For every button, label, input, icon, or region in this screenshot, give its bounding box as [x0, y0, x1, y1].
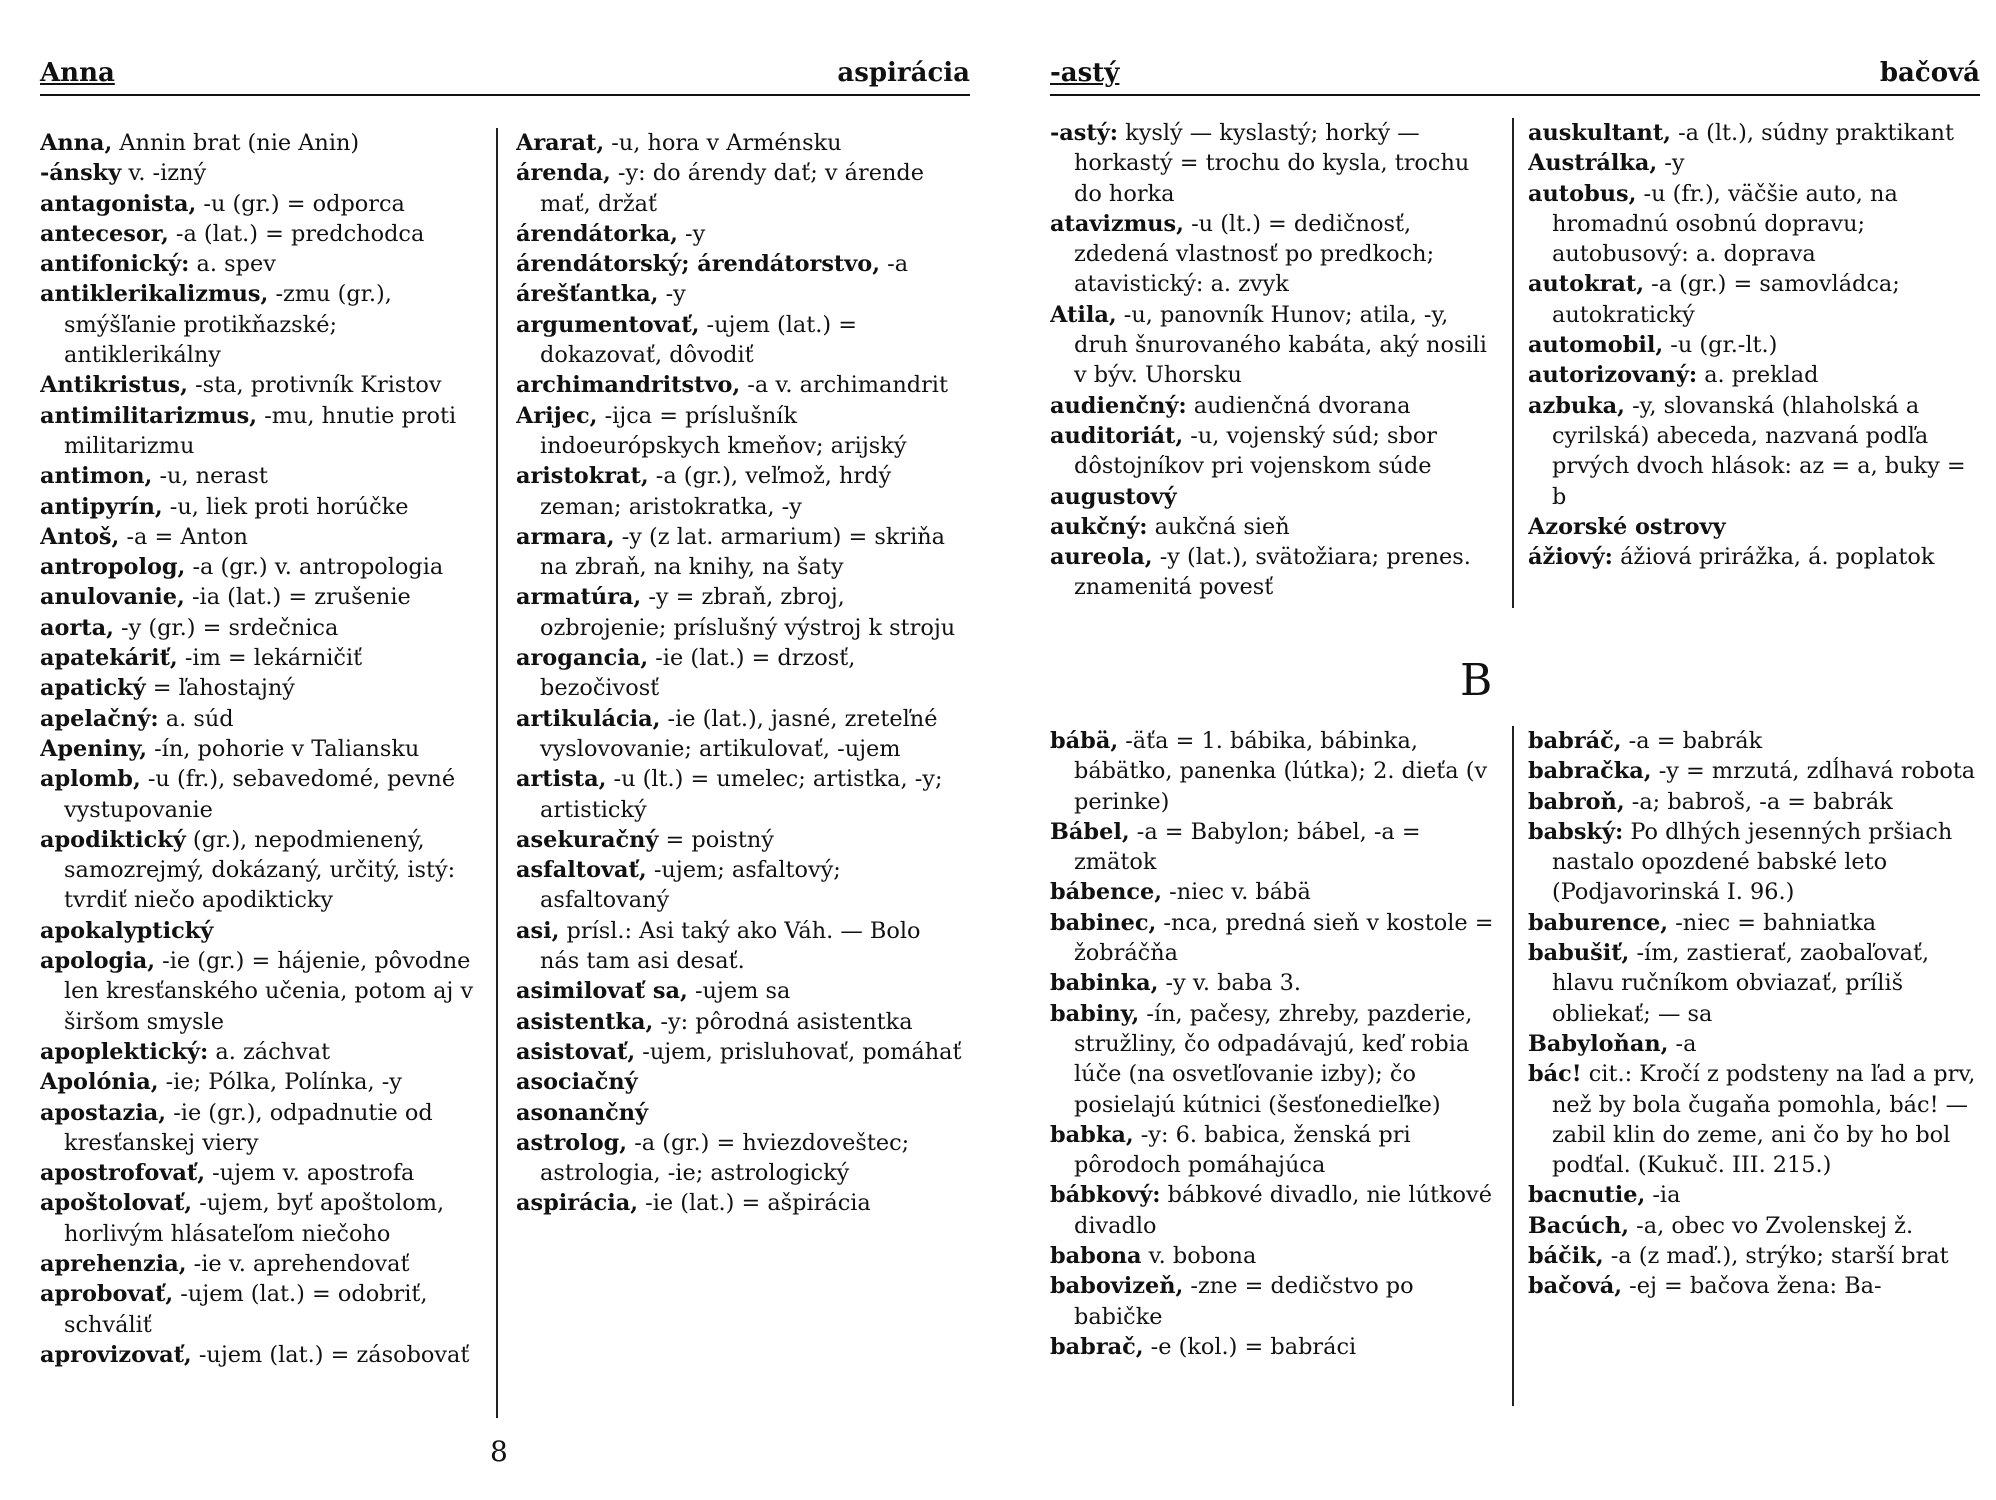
entry-headword: bác!	[1528, 1061, 1582, 1088]
entry-definition: -ie (lat.) = ašpirácia	[638, 1190, 871, 1217]
entry-definition: Po dlhých jesenných pršiach nastalo opozdené babské leto (Podjavorinská I. 96.)	[1552, 818, 1953, 906]
dictionary-entry	[40, 279, 478, 370]
entry-headword: autokrat,	[1528, 271, 1645, 298]
dictionary-entry	[1528, 908, 1980, 938]
dictionary-entry	[40, 249, 478, 279]
right-bottom-column-1	[1050, 726, 1496, 1416]
dictionary-entry	[40, 1188, 478, 1249]
entry-definition: kyslý — kyslastý; horký — horkastý = trochu do kysla, trochu do horka	[1074, 120, 1470, 207]
entry-headword: asekuračný	[516, 826, 659, 853]
entry-definition: -a v. archimandrit	[740, 372, 948, 399]
entry-definition: -a = Babylon; bábel, -a = zmätok	[1074, 818, 1421, 876]
dictionary-entry	[40, 1067, 478, 1097]
entry-headword: baburence,	[1528, 909, 1669, 936]
dictionary-entry	[1528, 787, 1980, 817]
entry-definition: -u, vojenský súd; sbor dôstojníkov pri vojenskom súde	[1074, 422, 1438, 480]
dictionary-entry	[1050, 1332, 1496, 1362]
dictionary-entry	[1528, 179, 1980, 270]
dictionary-entry	[1050, 512, 1496, 542]
entry-headword: Ararat,	[516, 130, 605, 156]
entry-headword: auskultant,	[1528, 120, 1671, 146]
entry-definition: aukčná sieň	[1147, 513, 1290, 540]
entry-headword: árendátorský; árendátorstvo,	[516, 251, 881, 278]
entry-definition: a. preklad	[1697, 362, 1819, 389]
entry-headword: aprobovať,	[40, 1281, 174, 1308]
entry-definition: -a (gr.) = samovládca; autokratický	[1552, 271, 1900, 328]
entry-definition: Annin brat (nie Anin)	[112, 130, 360, 156]
left-head-first-word: Anna	[40, 58, 115, 88]
dictionary-entry	[40, 673, 478, 703]
dictionary-entry	[516, 249, 966, 279]
entry-headword: Anna,	[40, 130, 113, 156]
dictionary-entry	[516, 461, 966, 522]
entry-headword: aprovizovať,	[40, 1341, 192, 1368]
entry-headword: aureola,	[1050, 544, 1153, 571]
entry-headword: -astý:	[1050, 120, 1119, 146]
entry-headword: asociačný	[516, 1069, 638, 1096]
entry-definition: -y = mrzutá, zdĺhavá robota	[1651, 758, 1976, 785]
right-head-first-word: -astý	[1050, 58, 1120, 88]
entry-headword: autorizovaný:	[1528, 362, 1698, 389]
entry-headword: auditoriát,	[1050, 422, 1184, 449]
dictionary-entry	[1528, 1241, 1980, 1271]
entry-definition: -u, nerast	[152, 463, 268, 490]
entry-headword: babiny,	[1050, 1000, 1140, 1027]
right-running-head	[1050, 58, 1980, 96]
entry-headword: archimandritstvo,	[516, 372, 741, 399]
entry-definition: -zne = dedičstvo po babičke	[1074, 1273, 1414, 1330]
page-number: 8	[490, 1435, 508, 1468]
dictionary-entry	[40, 582, 478, 612]
dictionary-entry	[1050, 542, 1496, 603]
entry-headword: apelačný:	[40, 705, 159, 732]
dictionary-entry	[1528, 360, 1980, 390]
dictionary-entry	[516, 1007, 966, 1037]
entry-headword: Bábel,	[1050, 818, 1130, 845]
entry-headword: antiklerikalizmus,	[40, 281, 269, 308]
dictionary-entry	[1050, 726, 1496, 817]
dictionary-entry	[516, 128, 966, 158]
entry-definition: -ím, zastierať, zaobaľovať, hlavu ručníkom obviazať, príliš obliekať; — sa	[1552, 940, 1930, 1027]
entry-definition: -e (kol.) = babráci	[1143, 1333, 1357, 1360]
dictionary-entry	[40, 764, 478, 825]
entry-headword: antipyrín,	[40, 493, 163, 520]
column-rule	[1512, 726, 1514, 1406]
entry-headword: antagonista,	[40, 190, 197, 217]
dictionary-entry	[1528, 1271, 1980, 1301]
entry-definition: = ľahostajný	[145, 675, 295, 702]
entry-headword: asistovať,	[516, 1038, 636, 1065]
entry-definition: -im = lekárničiť	[177, 645, 363, 672]
entry-headword: -ánsky	[40, 160, 122, 187]
entry-definition: -ia (lat.) = zrušenie	[184, 584, 411, 611]
dictionary-entry	[1050, 118, 1496, 209]
entry-definition: v. -izný	[121, 160, 207, 187]
dictionary-entry	[516, 522, 966, 583]
entry-headword: Babyloňan,	[1528, 1030, 1669, 1057]
entry-definition: -y v. baba 3.	[1158, 970, 1301, 997]
entry-definition: -a (lat.) = predchodca	[168, 220, 425, 247]
entry-headword: Apeniny,	[40, 735, 147, 762]
dictionary-entry	[1528, 1029, 1980, 1059]
entry-definition: -ujem (lat.) = dokazovať, dôvodiť	[540, 311, 858, 369]
entry-headword: babský:	[1528, 818, 1624, 845]
dictionary-entry	[516, 1067, 966, 1097]
entry-definition: -sta, protivník Kristov	[187, 372, 442, 399]
dictionary-entry	[40, 1340, 478, 1370]
entry-headword: bábä,	[1050, 728, 1119, 754]
dictionary-entry	[1528, 817, 1980, 908]
dictionary-entry	[516, 279, 966, 309]
dictionary-entry	[516, 764, 966, 825]
dictionary-entry	[1050, 968, 1496, 998]
dictionary-entry	[516, 855, 966, 916]
dictionary-entry	[1528, 726, 1980, 756]
dictionary-entry	[40, 370, 478, 400]
dictionary-entry	[40, 1158, 478, 1188]
dictionary-entry	[40, 916, 478, 946]
entry-definition: -äťa = 1. bábika, bábinka, bábätko, panenka (lútka); 2. dieťa (v perinke)	[1074, 728, 1488, 815]
entry-headword: apostazia,	[40, 1099, 167, 1126]
entry-definition: -a (gr.) v. antropologia	[185, 554, 444, 581]
entry-definition: -y, slovanská (hlaholská a cyrilská) abeceda, nazvaná podľa prvých dvoch hlások: az = a, buky = b	[1552, 392, 1966, 510]
dictionary-entry	[1528, 1211, 1980, 1241]
entry-headword: aristokrat,	[516, 463, 649, 490]
entry-headword: antimilitarizmus,	[40, 402, 258, 429]
entry-headword: Azorské ostrovy	[1528, 513, 1726, 540]
dictionary-entry	[1528, 756, 1980, 786]
dictionary-entry	[40, 219, 478, 249]
entry-definition: -u (fr.), väčšie auto, na hromadnú osobnú dopravu; autobusový: a. doprava	[1552, 180, 1898, 268]
entry-definition: -ie (lat.), jasné, zreteľné vyslovovanie; artikulovať, -ujem	[540, 705, 938, 762]
dictionary-entry	[1050, 817, 1496, 878]
entry-definition: -y (gr.) = srdečnica	[113, 614, 339, 641]
left-page	[40, 0, 970, 1500]
dictionary-entry	[516, 825, 966, 855]
entry-definition: -ie; Pólka, Polínka, -y	[158, 1069, 402, 1096]
entry-headword: astrolog,	[516, 1129, 628, 1156]
entry-headword: asistentka,	[516, 1008, 654, 1035]
dictionary-entry	[40, 643, 478, 673]
entry-definition: (gr.), nepodmienený, samozrejmý, dokázaný, určitý, istý: tvrdiť niečo apodikticky	[64, 826, 456, 914]
entry-definition: cit.: Kročí z podsteny na ľad a prv, než by bola čugaňa pomohla, bác! — zabil klin do zeme, ani čo by ho bol podťal. (Kukuč. III. 215.)	[1552, 1061, 1976, 1179]
dictionary-entry	[40, 189, 478, 219]
dictionary-entry	[1528, 1180, 1980, 1210]
entry-definition: -u (fr.), sebavedomé, pevné vystupovanie	[64, 766, 456, 823]
entry-headword: apokalyptický	[40, 917, 214, 944]
entry-headword: automobil,	[1528, 332, 1664, 359]
dictionary-entry	[516, 704, 966, 765]
dictionary-entry	[40, 461, 478, 491]
entry-headword: apodiktický	[40, 826, 186, 853]
dictionary-entry	[1528, 118, 1980, 148]
dictionary-entry	[1050, 421, 1496, 482]
dictionary-entry	[1050, 908, 1496, 969]
entry-definition: -u (lt.) = umelec; artistka, -y; artistický	[540, 766, 943, 823]
entry-headword: apoplektický:	[40, 1038, 209, 1065]
entry-headword: asimilovať sa,	[516, 978, 688, 1005]
entry-definition: -u (lt.) = dedičnosť, zdedená vlastnosť po predkoch; atavistický: a. zvyk	[1074, 210, 1435, 298]
entry-definition: -ie (lat.) = drzosť, bezočivosť	[540, 645, 856, 702]
dictionary-entry	[1050, 1180, 1496, 1241]
dictionary-entry	[516, 370, 966, 400]
entry-definition: -ijca = príslušník indoeurópskych kmeňov; arijský	[540, 402, 907, 459]
entry-headword: Bacúch,	[1528, 1212, 1630, 1239]
entry-definition: -ujem (lat.) = zásobovať	[191, 1341, 470, 1368]
entry-headword: bábkový:	[1050, 1182, 1161, 1209]
entry-definition: -ie (gr.), odpadnutie od kresťanskej viery	[64, 1099, 433, 1156]
entry-definition: -ujem sa	[687, 978, 791, 1005]
entry-headword: armara,	[516, 523, 615, 550]
right-page	[1050, 0, 1980, 1500]
dictionary-entry	[1050, 300, 1496, 391]
entry-headword: aukčný:	[1050, 513, 1148, 540]
dictionary-entry	[1050, 482, 1496, 512]
entry-definition: -ujem, prisluhovať, pomáhať	[635, 1038, 962, 1065]
entry-headword: babračka,	[1528, 758, 1652, 785]
entry-definition: a. spev	[189, 251, 276, 278]
entry-headword: apatický	[40, 675, 146, 702]
entry-headword: aorta,	[40, 614, 114, 641]
entry-definition: -y	[677, 220, 706, 247]
dictionary-entry	[40, 1249, 478, 1279]
entry-definition: -nca, predná sieň v kostole = žobráčňa	[1074, 909, 1494, 967]
entry-headword: autobus,	[1528, 180, 1637, 207]
entry-definition: -y	[658, 281, 686, 308]
entry-definition: -ín, pohorie v Taliansku	[147, 735, 420, 762]
right-top-column-2	[1528, 118, 1980, 618]
entry-headword: audienčný:	[1050, 392, 1187, 419]
dictionary-entry	[40, 492, 478, 522]
dictionary-entry	[1050, 1120, 1496, 1181]
entry-headword: árendátorka,	[516, 220, 678, 247]
entry-definition: -niec v. bábä	[1162, 879, 1311, 906]
entry-definition: v. bobona	[1141, 1243, 1257, 1270]
entry-headword: bábence,	[1050, 879, 1163, 906]
entry-definition: -u, panovník Hunov; atila, -y, druh šnurovaného kabáta, aký nosili v býv. Uhorsku	[1074, 301, 1487, 389]
dictionary-entry	[1528, 330, 1980, 360]
dictionary-entry	[516, 310, 966, 371]
entry-definition: -y: 6. babica, ženská pri pôrodoch pomáhajúca	[1074, 1121, 1411, 1179]
entry-headword: Antoš,	[40, 523, 120, 550]
entry-headword: arogancia,	[516, 645, 649, 672]
dictionary-entry	[516, 643, 966, 704]
entry-definition: -a = babrák	[1621, 728, 1763, 754]
dictionary-entry	[1528, 542, 1980, 572]
entry-definition: -a	[880, 251, 909, 278]
entry-definition: ážiová prirážka, á. poplatok	[1612, 544, 1935, 571]
entry-headword: antecesor,	[40, 220, 169, 247]
entry-headword: apostrofovať,	[40, 1160, 205, 1187]
dictionary-entry	[40, 946, 478, 1037]
dictionary-entry	[1528, 1059, 1980, 1180]
dictionary-entry	[40, 552, 478, 582]
right-bottom-column-2	[1528, 726, 1980, 1416]
dictionary-entry	[40, 401, 478, 462]
entry-headword: babráč,	[1528, 728, 1622, 754]
left-column-1	[40, 128, 478, 1418]
section-letter: B	[1460, 655, 1493, 706]
entry-definition: -ujem (lat.) = odobriť, schváliť	[64, 1281, 428, 1338]
entry-definition: -ín, pačesy, zhreby, pazderie, stružliny, čo odpadávajú, keď robia lúče (na osvetľovanie izby); čo posielajú kútnici (šesťonedieľke)	[1074, 1000, 1473, 1118]
left-column-2	[516, 128, 966, 1418]
entry-definition: -a = Anton	[119, 523, 248, 550]
entry-headword: babrač,	[1050, 1333, 1144, 1360]
dictionary-entry	[516, 1188, 966, 1218]
entry-definition: -u, hora v Arménsku	[604, 130, 842, 156]
entry-headword: babona	[1050, 1243, 1142, 1270]
entry-definition: -ujem, byť apoštolom, horlivým hlásateľom niečoho	[64, 1190, 445, 1247]
dictionary-entry	[1050, 999, 1496, 1120]
entry-headword: apoštolovať,	[40, 1190, 193, 1217]
entry-headword: bacnutie,	[1528, 1182, 1646, 1209]
dictionary-entry	[1528, 269, 1980, 330]
dictionary-entry	[1528, 391, 1980, 512]
entry-headword: argumentovať,	[516, 311, 700, 338]
entry-headword: apatekáriť,	[40, 645, 178, 672]
entry-definition: -y (lat.), svätožiara; prenes. znamenitá povesť	[1074, 544, 1471, 601]
dictionary-entry	[40, 825, 478, 916]
entry-headword: babinka,	[1050, 970, 1159, 997]
dictionary-entry	[516, 401, 966, 462]
entry-definition: bábkové divadlo, nie lútkové divadlo	[1074, 1182, 1492, 1239]
dictionary-entry	[516, 916, 966, 977]
entry-definition: -u, liek proti horúčke	[162, 493, 409, 520]
dictionary-entry	[1050, 877, 1496, 907]
entry-definition: -u (gr.) = odporca	[196, 190, 405, 217]
entry-definition: -zmu (gr.), smýšľanie protikňazské; antiklerikálny	[64, 281, 392, 369]
entry-definition: -mu, hnutie proti militarizmu	[64, 402, 457, 459]
left-head-last-word: aspirácia	[837, 58, 970, 88]
column-rule	[1512, 118, 1514, 608]
entry-definition: a. súd	[158, 705, 234, 732]
entry-headword: aplomb,	[40, 766, 141, 793]
entry-definition: -ie (gr.) = hájenie, pôvodne len kresťanského učenia, potom aj v širšom smysle	[64, 948, 474, 1035]
entry-definition: -ujem v. apostrofa	[205, 1160, 415, 1187]
entry-headword: ážiový:	[1528, 544, 1613, 571]
left-running-head	[40, 58, 970, 96]
entry-definition: -a, obec vo Zvolenskej ž.	[1629, 1212, 1914, 1239]
entry-definition: -a (gr.), veľmož, hrdý zeman; aristokratka, -y	[540, 463, 892, 520]
entry-definition: -y: pôrodná asistentka	[653, 1008, 913, 1035]
entry-definition: -niec = bahniatka	[1668, 909, 1877, 936]
entry-definition: -ujem; asfaltový; asfaltovaný	[540, 857, 841, 914]
entry-headword: asonančný	[516, 1099, 649, 1126]
dictionary-entry	[1528, 512, 1980, 542]
dictionary-entry	[40, 522, 478, 552]
entry-definition: -y	[1657, 150, 1685, 177]
entry-definition: a. záchvat	[208, 1038, 331, 1065]
entry-headword: augustový	[1050, 483, 1177, 510]
entry-headword: aprehenzia,	[40, 1250, 187, 1277]
entry-headword: Arijec,	[516, 402, 598, 429]
dictionary-entry	[516, 976, 966, 1006]
entry-definition: -ie v. aprehendovať	[186, 1250, 410, 1277]
dictionary-entry	[516, 158, 966, 219]
entry-headword: asi,	[516, 917, 560, 944]
dictionary-entry	[516, 1098, 966, 1128]
right-top-column-1	[1050, 118, 1496, 618]
dictionary-entry	[40, 704, 478, 734]
dictionary-entry	[1050, 209, 1496, 300]
column-rule	[496, 128, 498, 1418]
entry-headword: babovizeň,	[1050, 1273, 1184, 1300]
right-head-last-word: bačová	[1879, 58, 1980, 88]
entry-headword: Austrálka,	[1528, 150, 1658, 177]
dictionary-entry	[1050, 1271, 1496, 1332]
dictionary-entry	[1050, 1241, 1496, 1271]
entry-headword: babušiť,	[1528, 940, 1630, 967]
entry-definition: -a	[1668, 1030, 1697, 1057]
entry-headword: bačová,	[1528, 1273, 1623, 1300]
entry-headword: apologia,	[40, 948, 156, 975]
entry-headword: anulovanie,	[40, 584, 185, 611]
entry-definition: -y (z lat. armarium) = skriňa na zbraň, na knihy, na šaty	[540, 523, 946, 581]
dictionary-entry	[40, 1098, 478, 1159]
dictionary-entry	[516, 1037, 966, 1067]
entry-definition: -a (gr.) = hviezdoveštec; astrologia, -ie; astrologický	[540, 1129, 910, 1187]
entry-headword: antimon,	[40, 463, 153, 490]
entry-headword: Antikristus,	[40, 372, 188, 399]
entry-headword: árenda,	[516, 160, 611, 187]
entry-headword: armatúra,	[516, 584, 642, 611]
entry-headword: antifonický:	[40, 251, 190, 278]
entry-headword: azbuka,	[1528, 392, 1625, 419]
entry-definition: -a; babroš, -a = babrák	[1624, 788, 1893, 815]
dictionary-entry	[40, 1279, 478, 1340]
entry-headword: Apolónia,	[40, 1069, 159, 1096]
entry-headword: aspirácia,	[516, 1190, 639, 1217]
dictionary-entry	[1528, 148, 1980, 178]
dictionary-entry	[516, 1128, 966, 1189]
entry-headword: antropolog,	[40, 554, 186, 581]
entry-definition: -u (gr.-lt.)	[1663, 332, 1778, 359]
entry-headword: babroň,	[1528, 788, 1625, 815]
entry-headword: báčik,	[1528, 1243, 1604, 1270]
entry-definition: -ia	[1645, 1182, 1681, 1209]
dictionary-entry	[40, 1037, 478, 1067]
entry-headword: artista,	[516, 766, 607, 793]
entry-headword: atavizmus,	[1050, 210, 1184, 237]
dictionary-entry	[1050, 391, 1496, 421]
dictionary-entry	[40, 613, 478, 643]
entry-definition: audienčná dvorana	[1186, 392, 1411, 419]
dictionary-entry	[1528, 938, 1980, 1029]
entry-definition: = poistný	[658, 826, 774, 853]
entry-headword: árešťantka,	[516, 281, 659, 308]
dictionary-entry	[516, 582, 966, 643]
entry-definition: prísl.: Asi taký ako Váh. — Bolo nás tam asi desať.	[540, 917, 921, 975]
entry-headword: babinec,	[1050, 909, 1157, 936]
entry-headword: Atila,	[1050, 301, 1117, 328]
dictionary-entry	[40, 128, 478, 158]
entry-headword: asfaltovať,	[516, 857, 647, 884]
dictionary-entry	[40, 158, 478, 188]
entry-definition: -y: do árendy dať; v árende mať, držať	[540, 160, 924, 217]
entry-headword: artikulácia,	[516, 705, 661, 732]
entry-definition: -a (z maď.), strýko; starší brat	[1603, 1243, 1949, 1270]
dictionary-entry	[40, 734, 478, 764]
entry-definition: -y = zbraň, zbroj, ozbrojenie; príslušný výstroj k stroju	[540, 584, 956, 641]
entry-definition: -a (lt.), súdny praktikant	[1670, 120, 1954, 146]
dictionary-entry	[516, 219, 966, 249]
entry-headword: babka,	[1050, 1121, 1134, 1148]
entry-definition: -ej = bačova žena: Ba-	[1622, 1273, 1882, 1300]
